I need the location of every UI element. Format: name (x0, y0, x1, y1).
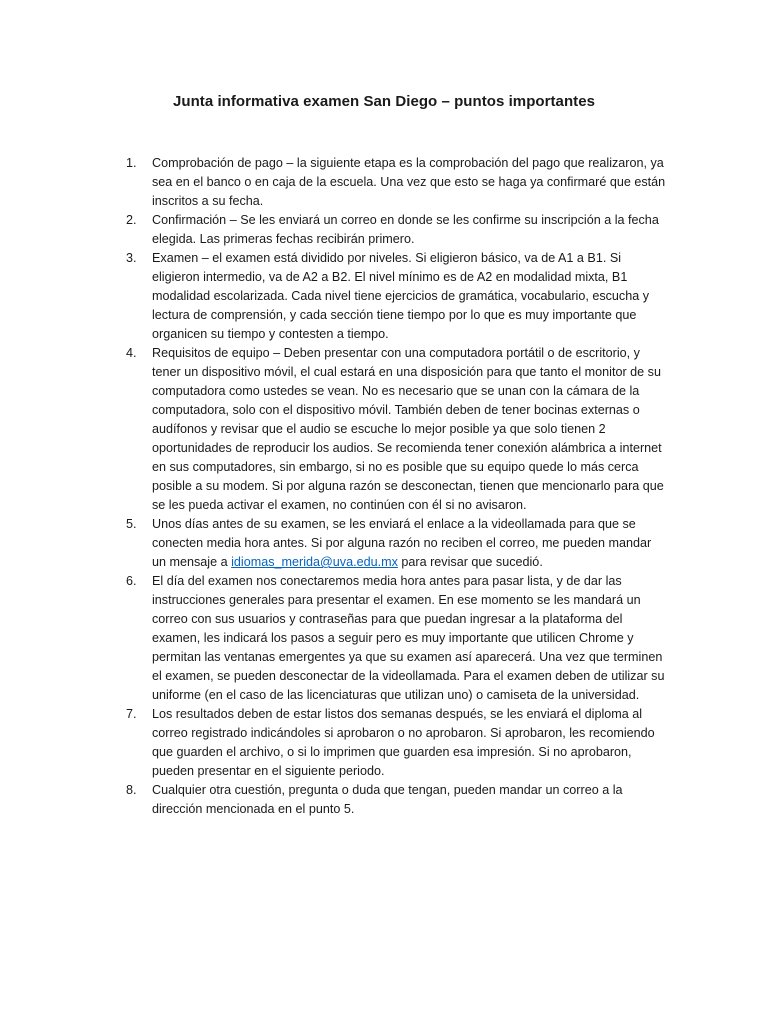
list-item-2 (126, 211, 668, 249)
item-number: 7. (126, 707, 137, 721)
list-item-3 (126, 249, 668, 344)
email-link[interactable]: idiomas_merida@uva.edu.mx (231, 555, 398, 569)
list-item-8 (126, 781, 668, 819)
item-number: 3. (126, 251, 137, 265)
item-number: 8. (126, 783, 137, 797)
item-number: 4. (126, 346, 137, 360)
list-item-6 (126, 572, 668, 705)
item-text: Confirmación – Se les enviará un correo en donde se les confirme su inscripción a la fecha elegida. Las primeras fechas recibirán primero. (152, 213, 659, 246)
item-text: Cualquier otra cuestión, pregunta o duda que tengan, pueden mandar un correo a la dirección mencionada en el punto 5. (152, 783, 623, 816)
item-text: El día del examen nos conectaremos media hora antes para pasar lista, y de dar las instrucciones generales para presentar el examen. En ese momento se les mandará un correo con sus usuarios y contraseñas para que puedan ingresar a la plataforma del examen, les indicará los pasos a seguir pero es muy importante que utilicen Chrome y permitan las ventanas emergentes ya que su examen así aparecerá. Una vez que terminen el examen, se pueden desconectar de la videollamada. Para el examen deben de utilizar su uniforme (en el caso de las licenciaturas que utilizan uno) o camiseta de la universidad. (152, 574, 665, 702)
item-text-before-email: Unos días antes de su examen, se les enviará el enlace a la videollamada para que se conecten media hora antes. Si por alguna razón no reciben el correo, me pueden mandar un mensaje a (152, 517, 652, 569)
item-number: 6. (126, 574, 137, 588)
item-text: Requisitos de equipo – Deben presentar con una computadora portátil o de escritorio, y tener un dispositivo móvil, el cual estará en una disposición para que tanto el monitor de su computadora como ustedes se vean. No es necesario que se unan con la cámara de la computadora, solo con el dispositivo móvil. También deben de tener bocinas externas o audífonos y revisar que el audio se escuche lo mejor posible ya que solo tienen 2 oportunidades de reproducir los audios. Se recomienda tener conexión alámbrica a internet en sus computadores, sin embargo, si no es posible que su equipo quede lo más cerca posible a su modem. Si por alguna razón se desconectan, tienen que mencionarlo para que se les pueda activar el examen, no continúen con él si no avisaron. (152, 346, 664, 512)
list-item-5 (126, 515, 668, 572)
item-number: 5. (126, 517, 137, 531)
numbered-list (126, 154, 668, 819)
item-text: Los resultados deben de estar listos dos semanas después, se les enviará el diploma al correo registrado indicándoles si aprobaron o no aprobaron. Si aprobaron, les recomiendo que guarden el archivo, o si lo imprimen que guarden esa impresión. Si no aprobaron, pueden presentar en el siguiente periodo. (152, 707, 655, 778)
list-item-4 (126, 344, 668, 515)
item-text: Comprobación de pago – la siguiente etapa es la comprobación del pago que realizaron, ya sea en el banco o en caja de la escuela. Una vez que esto se haga ya confirmaré que están inscritos a su fecha. (152, 156, 666, 208)
list-item-1 (126, 154, 668, 211)
list-item-7 (126, 705, 668, 781)
item-text: Examen – el examen está dividido por niveles. Si eligieron básico, va de A1 a B1. Si eligieron intermedio, va de A2 a B2. El nivel mínimo es de A2 en modalidad mixta, B1 modalidad escolarizada. Cada nivel tiene ejercicios de gramática, vocabulario, escucha y lectura de comprensión, y cada sección tiene tiempo por lo que es muy importante que organicen su tiempo y contesten a tiempo. (152, 251, 650, 341)
document-title: Junta informativa examen San Diego – puntos importantes (172, 93, 595, 110)
item-text-after-email: para revisar que sucedió. (397, 555, 543, 569)
item-number: 1. (126, 156, 137, 170)
item-number: 2. (126, 213, 137, 227)
